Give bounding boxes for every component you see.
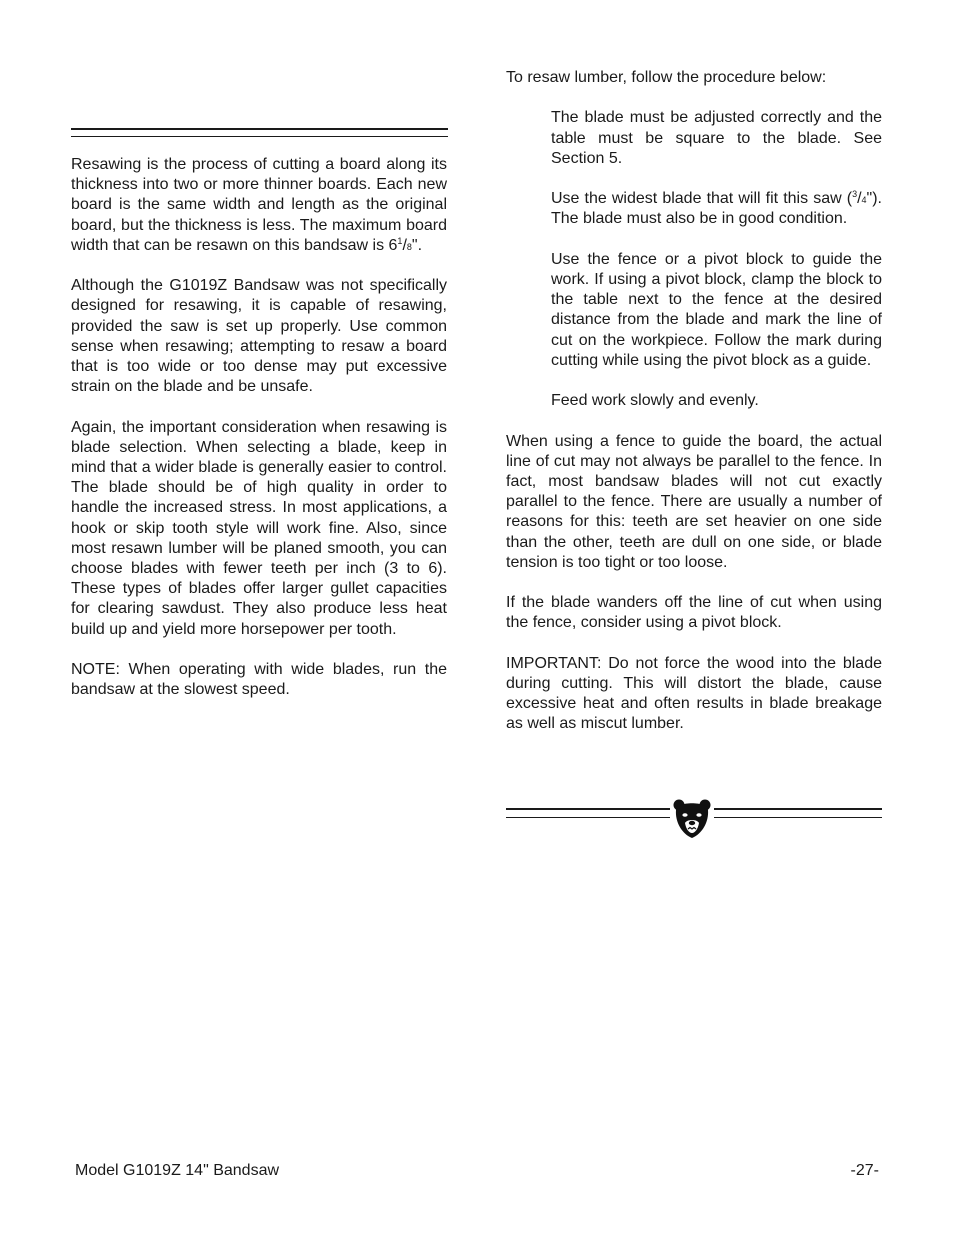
rule-thick (71, 128, 448, 130)
procedure-step-2: Use the widest blade that will fit this saw ($^3$/4"). The blade must also be in good condition. (551, 189, 882, 228)
procedure-step-1: The blade must be adjusted correctly and the table must be square to the blade. See Section 5. (551, 109, 882, 167)
footer-page-number: -27- (850, 1162, 879, 1179)
divider-line-left-thin (506, 817, 670, 818)
section-header-rule (71, 128, 448, 139)
fraction-denominator: 8 (406, 241, 412, 252)
left-column (71, 155, 447, 721)
fraction-denominator: 4 (861, 195, 867, 206)
capability-paragraph: Although the G1019Z Bandsaw was not specifically designed for resawing, it is capable of resawing, provided the saw is set up properly. Use common sense when resawing; attempting to resaw a board that is too wide or too dense may put excessive strain on the blade and be unsafe. (71, 277, 447, 396)
divider-line-right-thick (714, 808, 882, 810)
important-paragraph: IMPORTANT: Do not force the wood into the blade during cutting. This will distort the blade, cause excessive heat and often results in blade breakage as well as miscut lumber. (506, 654, 882, 733)
step-2-text-end: "). The blade must also be in good condition. (551, 190, 882, 228)
blade-selection-paragraph: Again, the important consideration when resawing is blade selection. When selecting a blade, keep in mind that a wider blade is generally easier to control. The blade should be of high quality in order to handle the increased stress. In most applications, a hook or skip tooth style will work fine. Also, since most resawn lumber will be planed smooth, you can choose blades with fewer teeth per inch (3 to 6). These types of blades offer larger gullet capacities for clearing sawdust. They also produce less heat build up and yield more horsepower per tooth. (71, 418, 447, 638)
blade-wander-paragraph: If the blade wanders off the line of cut when using the fence, consider using a pivot block. (506, 594, 882, 632)
step-2-text: Use the widest blade that will fit this saw ( (551, 190, 853, 208)
resawing-definition-text: Resawing is the process of cutting a board along its thickness into two or more thinner boards. Each new board is the same width and length as the original board, but the thickness is less. The maximum board width that can be resawn on this bandsaw is 6 (71, 156, 447, 254)
procedure-intro: To resaw lumber, follow the procedure below: (506, 69, 827, 86)
divider-line-right-thin (714, 817, 882, 818)
fraction-numerator: 3 (852, 189, 858, 200)
fraction-numerator: 1 (397, 235, 403, 246)
procedure-step-3: Use the fence or a pivot block to guide the work. If using a pivot block, clamp the block to the table next to the fence at the desired distance from the blade and mark the line of cut on the workpiece. Follow the mark during cutting while using the pivot block as a guide. (551, 250, 882, 369)
rule-thin (71, 136, 448, 137)
fence-paragraph: When using a fence to guide the board, the actual line of cut may not always be parallel to the fence. In fact, most bandsaw blades will not cut exactly parallel to the fence. There are usually a number of reasons for this: teeth are set heavier on one side than the other, teeth are dull on one side, or blade tension is too tight or too loose. (506, 432, 882, 571)
resawing-definition-paragraph: Resawing is the process of cutting a board along its thickness into two or more thinner boards. Each new board is the same width and length as the original board, but the thickness is less. The maximum board width that can be resawn on this bandsaw is $6^1/8$". (71, 156, 447, 254)
right-column (506, 68, 882, 755)
wide-blade-note: NOTE: When operating with wide blades, run the bandsaw at the slowest speed. (71, 661, 447, 699)
procedure-step-4: Feed work slowly and evenly. (551, 392, 759, 410)
bear-logo-icon (672, 798, 712, 840)
resawing-definition-end: ". (411, 236, 423, 254)
section-end-divider (506, 798, 882, 840)
divider-line-left-thick (506, 808, 670, 810)
footer-model: Model G1019Z 14" Bandsaw (75, 1162, 280, 1179)
